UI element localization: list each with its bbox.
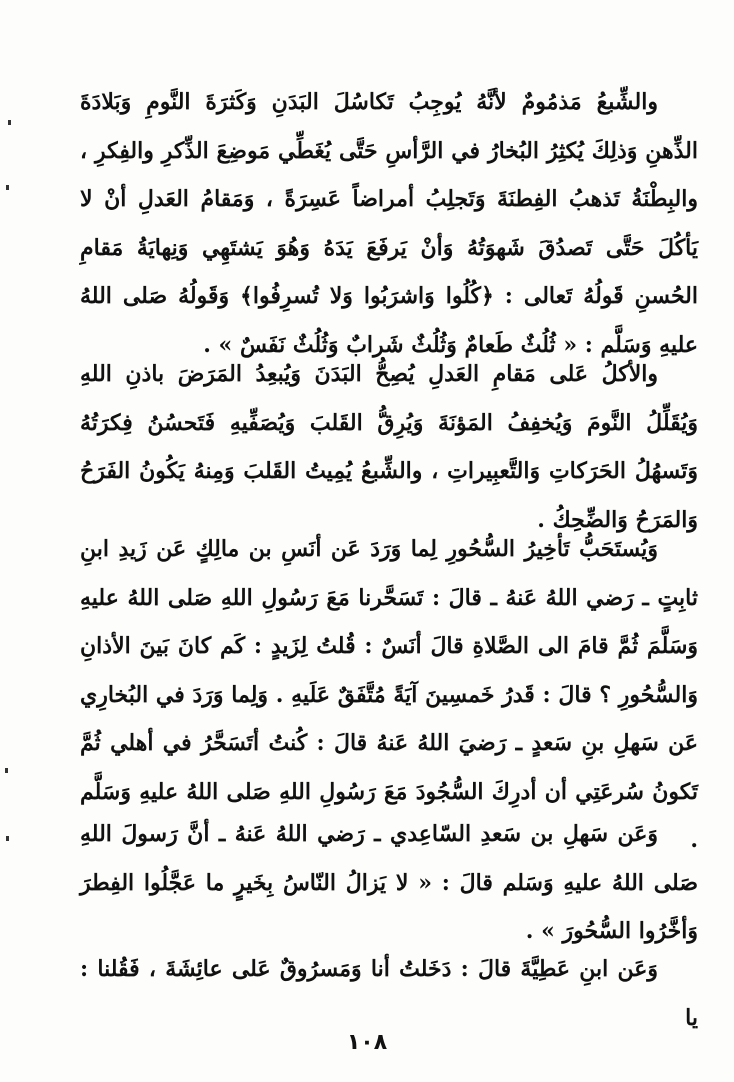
scan-speck [5,768,8,773]
page-number: ١٠٨ [346,1030,388,1055]
scan-speck [6,836,9,841]
paragraph-text: وَعَن سَهلِ بن سَعدِ السّاعِدي ـ رَضي اللهُ عَنهُ ـ أنَّ رَسولَ اللهِ صَلى اللهُ عليهِ وَسَلم قالَ : « لا يَزالُ النّاسُ بِخَيرٍ ما عَجَّلُوا الفِطرَ وَأخَّرُوا السُّحُورَ » . [80,821,698,944]
paragraph-4 [80,810,698,956]
paragraph-1 [80,78,698,369]
scan-speck [6,185,9,190]
paragraph-text: وَعَن ابنِ عَطِيَّةَ قالَ : دَخَلتُ أنا وَمَسرُوقٌ عَلى عائِشَةَ ، فَقُلنا : يا [80,956,698,1031]
scan-speck [8,120,11,125]
paragraph-text: والأكلُ عَلى مَقامِ العَدلِ يُصِحُّ البَدَنَ وَيُبعِدُ المَرَضَ باذنِ اللهِ وَيُقَلِّلُ النَّومَ وَيُخفِفُ المَؤنَةَ وَيُرِقُّ القَلبَ وَيُصَفِّيهِ فَتَحسُنُ فِكرَتُهُ وَتَسهُلُ الحَرَكاتِ وَالتَّعبِيراتِ ، والشِّبعُ يُمِيتُ القَلبَ وَمِنهُ يَكُونُ الفَرَحُ وَالمَرَحُ وَالضِّحِكُ . [80,361,698,533]
paragraph-text: والشِّبعُ مَذمُومٌ لأنَّهُ يُوجِبُ تَكاسُلَ البَدَنِ وَكَثرَةَ النَّومِ وَبَلادَةَ الذِّهنِ وَذلِكَ يُكثِرُ البُخارُ في الرَّأسِ حَتَّى يُغَطِّي مَوضِعَ الذِّكرِ والفِكرِ ، والبِطْنَةُ تَذهبُ الفِطنَةَ وَتَجلِبُ أمراضاً عَسِرَةً ، وَمَقامُ العَدلِ أنْ لا يَأكُلَ حَتَّى تَصدُقَ شَهوَتُهُ وَأنْ يَرفَعَ يَدَهُ وَهُوَ يَشتَهِي وَنِهايَةُ مَقامِ الحُسنِ قَولُهُ تَعالى : ﴿كُلُوا وَاشرَبُوا وَلا تُسرِفُوا﴾ وَقَولُهُ صَلى اللهُ عليهِ وَسَلَّم : « ثُلُثٌ طَعامٌ وَثُلُثٌ شَرابٌ وَثُلُثٌ نَفَسٌ » . [80,89,698,358]
paragraph-text: وَيُستَحَبُّ تَأخِيرُ السُّحُورِ لِما وَرَدَ عَن أنَسِ بن مالِكٍ عَن زَيدِ ابنِ ثابِتٍ ـ رَضي اللهُ عَنهُ ـ قالَ : تَسَحَّرنا مَعَ رَسُولِ اللهِ صَلى اللهُ عليهِ وَسَلَّمَ ثُمَّ قامَ الى الصَّلاةِ قالَ أنَسٌ : قُلتُ لِزَيدٍ : كَم كانَ بَينَ الأذانِ وَالسُّحُورِ ؟ قالَ : قَدرُ خَمسِينَ آيَةً مُتَّفَقٌ عَلَيهِ . وَلِما وَرَدَ في البُخارِي عَن سَهلِ بنِ سَعدٍ ـ رَضيَ اللهُ عَنهُ قالَ : كُنتُ أتَسَحَّرُ في أهلي ثُمَّ تَكونُ سُرعَتِي أن أدرِكَ السُّجُودَ مَعَ رَسُولِ اللهِ صَلى اللهُ عليهِ وَسَلَّم . [80,536,698,853]
paragraph-2 [80,350,698,544]
paragraph-5 [80,945,698,1042]
